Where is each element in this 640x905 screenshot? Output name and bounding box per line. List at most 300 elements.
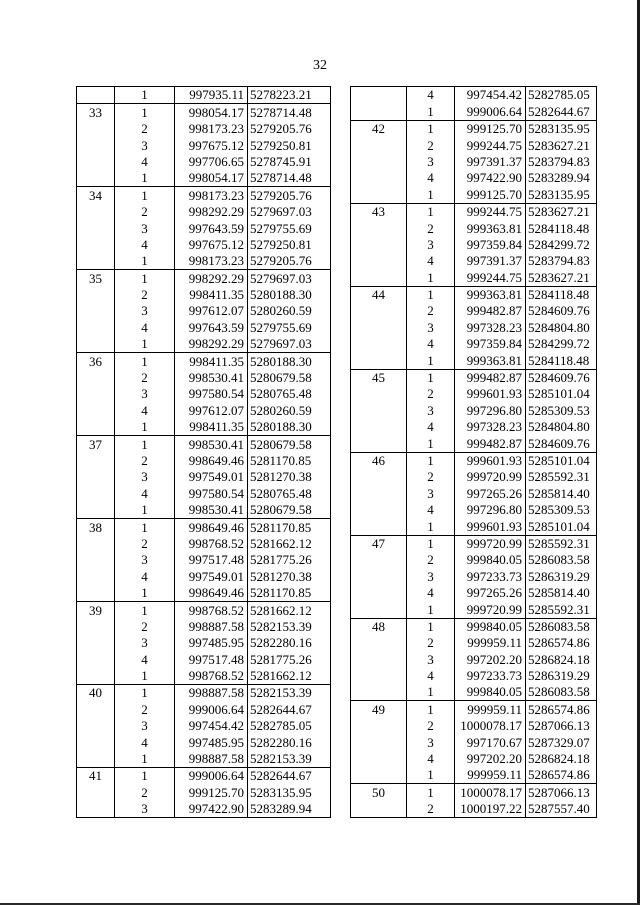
plot-number-cell bbox=[351, 303, 407, 319]
x-coordinate-cell: 999959.11 bbox=[455, 635, 526, 651]
plot-number-cell: 41 bbox=[77, 768, 115, 785]
table-row bbox=[351, 668, 597, 684]
x-coordinate-cell: 999720.99 bbox=[455, 601, 526, 618]
plot-number-cell bbox=[351, 154, 407, 170]
y-coordinate-cell: 5283627.21 bbox=[526, 269, 597, 286]
y-coordinate-cell: 5281662.12 bbox=[248, 602, 331, 619]
plot-number-cell bbox=[77, 154, 115, 170]
plot-number-cell bbox=[77, 568, 115, 584]
plot-number-cell bbox=[77, 419, 115, 436]
plot-number-cell bbox=[351, 684, 407, 701]
point-number-cell: 4 bbox=[407, 170, 455, 186]
table-row bbox=[77, 552, 331, 568]
x-coordinate-cell: 997706.65 bbox=[175, 154, 248, 170]
table-row bbox=[77, 734, 331, 750]
x-coordinate-cell: 999125.70 bbox=[455, 186, 526, 203]
y-coordinate-cell: 5283627.21 bbox=[526, 203, 597, 220]
plot-number-cell bbox=[351, 352, 407, 369]
plot-number-cell bbox=[77, 402, 115, 418]
y-coordinate-cell: 5279250.81 bbox=[248, 237, 331, 253]
point-number-cell: 3 bbox=[115, 303, 175, 319]
table-row bbox=[351, 751, 597, 767]
y-coordinate-cell: 5279205.76 bbox=[248, 121, 331, 137]
x-coordinate-cell: 1000078.17 bbox=[455, 718, 526, 734]
x-coordinate-cell: 999125.70 bbox=[455, 120, 526, 137]
y-coordinate-cell: 5279697.03 bbox=[248, 270, 331, 287]
table-row bbox=[351, 485, 597, 501]
plot-number-cell bbox=[77, 370, 115, 386]
table-row bbox=[351, 87, 597, 104]
x-coordinate-cell: 997517.48 bbox=[175, 651, 248, 667]
point-number-cell: 1 bbox=[115, 585, 175, 602]
plot-number-cell bbox=[77, 87, 115, 104]
table-row bbox=[351, 186, 597, 203]
plot-number-cell bbox=[351, 585, 407, 601]
point-number-cell: 1 bbox=[407, 286, 455, 303]
y-coordinate-cell: 5285101.04 bbox=[526, 518, 597, 535]
plot-number-cell bbox=[351, 568, 407, 584]
y-coordinate-cell: 5279697.03 bbox=[248, 336, 331, 353]
point-number-cell: 3 bbox=[407, 319, 455, 335]
plot-number-cell bbox=[77, 137, 115, 153]
y-coordinate-cell: 5278223.21 bbox=[248, 87, 331, 104]
table-row bbox=[351, 568, 597, 584]
table-row bbox=[351, 386, 597, 402]
y-coordinate-cell: 5287557.40 bbox=[526, 801, 597, 818]
table-row bbox=[351, 253, 597, 269]
y-coordinate-cell: 5281170.85 bbox=[248, 585, 331, 602]
point-number-cell: 4 bbox=[115, 734, 175, 750]
x-coordinate-cell: 997612.07 bbox=[175, 303, 248, 319]
x-coordinate-cell: 997935.11 bbox=[175, 87, 248, 104]
point-number-cell: 2 bbox=[115, 204, 175, 220]
table-row bbox=[351, 419, 597, 435]
x-coordinate-cell: 997485.95 bbox=[175, 734, 248, 750]
y-coordinate-cell: 5278714.48 bbox=[248, 170, 331, 187]
x-coordinate-cell: 998173.23 bbox=[175, 121, 248, 137]
table-row bbox=[351, 535, 597, 552]
table-row bbox=[351, 734, 597, 750]
plot-number-cell bbox=[351, 186, 407, 203]
table-row bbox=[77, 485, 331, 501]
x-coordinate-cell: 999840.05 bbox=[455, 618, 526, 635]
y-coordinate-cell: 5284118.48 bbox=[526, 220, 597, 236]
x-coordinate-cell: 998292.29 bbox=[175, 270, 248, 287]
point-number-cell: 2 bbox=[115, 619, 175, 635]
point-number-cell: 2 bbox=[407, 303, 455, 319]
y-coordinate-cell: 5286083.58 bbox=[526, 684, 597, 701]
point-number-cell: 1 bbox=[115, 419, 175, 436]
x-coordinate-cell: 998768.52 bbox=[175, 668, 248, 685]
table-row bbox=[351, 336, 597, 352]
point-number-cell: 1 bbox=[407, 618, 455, 635]
y-coordinate-cell: 5281270.38 bbox=[248, 568, 331, 584]
table-row bbox=[351, 618, 597, 635]
y-coordinate-cell: 5285814.40 bbox=[526, 485, 597, 501]
y-coordinate-cell: 5286574.86 bbox=[526, 701, 597, 718]
x-coordinate-cell: 997675.12 bbox=[175, 237, 248, 253]
y-coordinate-cell: 5279697.03 bbox=[248, 204, 331, 220]
x-coordinate-cell: 997422.90 bbox=[175, 801, 248, 818]
point-number-cell: 1 bbox=[407, 269, 455, 286]
point-number-cell: 4 bbox=[407, 751, 455, 767]
plot-number-cell bbox=[77, 204, 115, 220]
x-coordinate-cell: 998887.58 bbox=[175, 685, 248, 702]
x-coordinate-cell: 997359.84 bbox=[455, 237, 526, 253]
y-coordinate-cell: 5283135.95 bbox=[248, 784, 331, 800]
table-row bbox=[351, 635, 597, 651]
point-number-cell: 4 bbox=[407, 502, 455, 518]
point-number-cell: 1 bbox=[115, 768, 175, 785]
point-number-cell: 1 bbox=[407, 684, 455, 701]
plot-number-cell bbox=[351, 435, 407, 452]
plot-number-cell bbox=[351, 651, 407, 667]
y-coordinate-cell: 5283135.95 bbox=[526, 120, 597, 137]
x-coordinate-cell: 998649.46 bbox=[175, 453, 248, 469]
y-coordinate-cell: 5282644.67 bbox=[526, 103, 597, 120]
x-coordinate-cell: 999244.75 bbox=[455, 137, 526, 153]
y-coordinate-cell: 5286824.18 bbox=[526, 751, 597, 767]
y-coordinate-cell: 5280260.59 bbox=[248, 303, 331, 319]
y-coordinate-cell: 5282280.16 bbox=[248, 734, 331, 750]
point-number-cell: 2 bbox=[407, 718, 455, 734]
point-number-cell: 4 bbox=[115, 319, 175, 335]
y-coordinate-cell: 5286319.29 bbox=[526, 668, 597, 684]
x-coordinate-cell: 998649.46 bbox=[175, 585, 248, 602]
x-coordinate-cell: 998411.35 bbox=[175, 353, 248, 370]
x-coordinate-cell: 997422.90 bbox=[455, 170, 526, 186]
point-number-cell: 1 bbox=[407, 784, 455, 801]
table-row bbox=[351, 154, 597, 170]
point-number-cell: 3 bbox=[407, 734, 455, 750]
plot-number-cell bbox=[351, 751, 407, 767]
point-number-cell: 2 bbox=[407, 220, 455, 236]
y-coordinate-cell: 5287066.13 bbox=[526, 718, 597, 734]
point-number-cell: 1 bbox=[115, 170, 175, 187]
table-row bbox=[351, 518, 597, 535]
plot-number-cell: 35 bbox=[77, 270, 115, 287]
plot-number-cell bbox=[351, 668, 407, 684]
y-coordinate-cell: 5282280.16 bbox=[248, 635, 331, 651]
point-number-cell: 2 bbox=[115, 784, 175, 800]
point-number-cell: 1 bbox=[407, 701, 455, 718]
table-row bbox=[77, 784, 331, 800]
plot-number-cell bbox=[77, 253, 115, 270]
point-number-cell: 2 bbox=[115, 453, 175, 469]
y-coordinate-cell: 5286574.86 bbox=[526, 635, 597, 651]
point-number-cell: 4 bbox=[115, 568, 175, 584]
plot-number-cell bbox=[77, 220, 115, 236]
point-number-cell: 3 bbox=[115, 635, 175, 651]
y-coordinate-cell: 5285101.04 bbox=[526, 386, 597, 402]
point-number-cell: 2 bbox=[115, 701, 175, 717]
point-number-cell: 2 bbox=[115, 536, 175, 552]
point-number-cell: 1 bbox=[407, 186, 455, 203]
y-coordinate-cell: 5279755.69 bbox=[248, 220, 331, 236]
y-coordinate-cell: 5286319.29 bbox=[526, 568, 597, 584]
x-coordinate-cell: 997391.37 bbox=[455, 253, 526, 269]
y-coordinate-cell: 5279205.76 bbox=[248, 253, 331, 270]
plot-number-cell bbox=[351, 601, 407, 618]
x-coordinate-cell: 999125.70 bbox=[175, 784, 248, 800]
table-row bbox=[77, 287, 331, 303]
table-row bbox=[77, 87, 331, 104]
y-coordinate-cell: 5283794.83 bbox=[526, 253, 597, 269]
table-row bbox=[351, 784, 597, 801]
point-number-cell: 2 bbox=[407, 469, 455, 485]
x-coordinate-cell: 998887.58 bbox=[175, 619, 248, 635]
point-number-cell: 3 bbox=[115, 718, 175, 734]
x-coordinate-cell: 997233.73 bbox=[455, 568, 526, 584]
plot-number-cell bbox=[351, 801, 407, 818]
table-row bbox=[351, 718, 597, 734]
x-coordinate-cell: 999482.87 bbox=[455, 435, 526, 452]
y-coordinate-cell: 5284804.80 bbox=[526, 319, 597, 335]
point-number-cell: 1 bbox=[115, 436, 175, 453]
y-coordinate-cell: 5279250.81 bbox=[248, 137, 331, 153]
plot-number-cell bbox=[77, 718, 115, 734]
x-coordinate-cell: 997328.23 bbox=[455, 319, 526, 335]
x-coordinate-cell: 997359.84 bbox=[455, 336, 526, 352]
plot-number-cell bbox=[351, 253, 407, 269]
table-row bbox=[351, 237, 597, 253]
y-coordinate-cell: 5278745.91 bbox=[248, 154, 331, 170]
plot-number-cell bbox=[77, 303, 115, 319]
point-number-cell: 3 bbox=[115, 386, 175, 402]
table-row bbox=[351, 220, 597, 236]
plot-number-cell bbox=[351, 734, 407, 750]
point-number-cell: 2 bbox=[407, 386, 455, 402]
point-number-cell: 2 bbox=[115, 287, 175, 303]
table-row bbox=[77, 585, 331, 602]
y-coordinate-cell: 5284118.48 bbox=[526, 352, 597, 369]
y-coordinate-cell: 5281662.12 bbox=[248, 668, 331, 685]
x-coordinate-cell: 999959.11 bbox=[455, 767, 526, 784]
y-coordinate-cell: 5286824.18 bbox=[526, 651, 597, 667]
y-coordinate-cell: 5284609.76 bbox=[526, 435, 597, 452]
plot-number-cell bbox=[77, 287, 115, 303]
plot-number-cell bbox=[351, 87, 407, 104]
point-number-cell: 1 bbox=[115, 602, 175, 619]
table-row bbox=[77, 701, 331, 717]
point-number-cell: 3 bbox=[407, 237, 455, 253]
y-coordinate-cell: 5280679.58 bbox=[248, 502, 331, 519]
plot-number-cell: 36 bbox=[77, 353, 115, 370]
table-row bbox=[351, 170, 597, 186]
y-coordinate-cell: 5285592.31 bbox=[526, 469, 597, 485]
point-number-cell: 3 bbox=[407, 651, 455, 667]
plot-number-cell bbox=[77, 453, 115, 469]
x-coordinate-cell: 999006.64 bbox=[455, 103, 526, 120]
point-number-cell: 1 bbox=[115, 502, 175, 519]
y-coordinate-cell: 5282153.39 bbox=[248, 619, 331, 635]
x-coordinate-cell: 998530.41 bbox=[175, 502, 248, 519]
x-coordinate-cell: 997265.26 bbox=[455, 485, 526, 501]
x-coordinate-cell: 998054.17 bbox=[175, 104, 248, 121]
table-row bbox=[351, 502, 597, 518]
y-coordinate-cell: 5282644.67 bbox=[248, 768, 331, 785]
point-number-cell: 1 bbox=[115, 685, 175, 702]
x-coordinate-cell: 998173.23 bbox=[175, 253, 248, 270]
x-coordinate-cell: 999601.93 bbox=[455, 518, 526, 535]
point-number-cell: 4 bbox=[115, 485, 175, 501]
y-coordinate-cell: 5285309.53 bbox=[526, 502, 597, 518]
plot-number-cell: 37 bbox=[77, 436, 115, 453]
plot-number-cell bbox=[77, 651, 115, 667]
table-row bbox=[77, 154, 331, 170]
point-number-cell: 3 bbox=[115, 801, 175, 818]
table-row bbox=[77, 187, 331, 204]
x-coordinate-cell: 997485.95 bbox=[175, 635, 248, 651]
y-coordinate-cell: 5278714.48 bbox=[248, 104, 331, 121]
point-number-cell: 1 bbox=[115, 270, 175, 287]
y-coordinate-cell: 5284609.76 bbox=[526, 303, 597, 319]
point-number-cell: 1 bbox=[115, 104, 175, 121]
point-number-cell: 1 bbox=[115, 519, 175, 536]
table-row bbox=[351, 203, 597, 220]
table-row bbox=[351, 701, 597, 718]
x-coordinate-cell: 998768.52 bbox=[175, 602, 248, 619]
y-coordinate-cell: 5283627.21 bbox=[526, 137, 597, 153]
x-coordinate-cell: 997612.07 bbox=[175, 402, 248, 418]
x-coordinate-cell: 999720.99 bbox=[455, 535, 526, 552]
table-row bbox=[77, 651, 331, 667]
point-number-cell: 1 bbox=[407, 103, 455, 120]
y-coordinate-cell: 5281170.85 bbox=[248, 519, 331, 536]
y-coordinate-cell: 5283794.83 bbox=[526, 154, 597, 170]
table-row bbox=[351, 585, 597, 601]
plot-number-cell bbox=[77, 668, 115, 685]
plot-number-cell: 50 bbox=[351, 784, 407, 801]
y-coordinate-cell: 5285309.53 bbox=[526, 402, 597, 418]
table-row bbox=[351, 303, 597, 319]
plot-number-cell: 33 bbox=[77, 104, 115, 121]
plot-number-cell bbox=[351, 767, 407, 784]
y-coordinate-cell: 5286574.86 bbox=[526, 767, 597, 784]
point-number-cell: 1 bbox=[115, 187, 175, 204]
y-coordinate-cell: 5286083.58 bbox=[526, 552, 597, 568]
x-coordinate-cell: 997580.54 bbox=[175, 485, 248, 501]
plot-number-cell bbox=[77, 784, 115, 800]
x-coordinate-cell: 998649.46 bbox=[175, 519, 248, 536]
x-coordinate-cell: 997296.80 bbox=[455, 502, 526, 518]
table-row bbox=[351, 435, 597, 452]
y-coordinate-cell: 5284299.72 bbox=[526, 336, 597, 352]
x-coordinate-cell: 999959.11 bbox=[455, 701, 526, 718]
plot-number-cell bbox=[351, 518, 407, 535]
point-number-cell: 3 bbox=[115, 137, 175, 153]
x-coordinate-cell: 997580.54 bbox=[175, 386, 248, 402]
point-number-cell: 1 bbox=[115, 353, 175, 370]
plot-number-cell bbox=[77, 121, 115, 137]
x-coordinate-cell: 997643.59 bbox=[175, 319, 248, 335]
point-number-cell: 2 bbox=[115, 121, 175, 137]
y-coordinate-cell: 5285592.31 bbox=[526, 535, 597, 552]
x-coordinate-cell: 997170.67 bbox=[455, 734, 526, 750]
table-row bbox=[351, 469, 597, 485]
y-coordinate-cell: 5283289.94 bbox=[248, 801, 331, 818]
point-number-cell: 1 bbox=[407, 518, 455, 535]
table-row bbox=[77, 353, 331, 370]
table-row bbox=[77, 619, 331, 635]
plot-number-cell bbox=[351, 103, 407, 120]
table-row bbox=[351, 286, 597, 303]
table-row bbox=[77, 402, 331, 418]
y-coordinate-cell: 5279205.76 bbox=[248, 187, 331, 204]
x-coordinate-cell: 997202.20 bbox=[455, 751, 526, 767]
y-coordinate-cell: 5284609.76 bbox=[526, 369, 597, 386]
x-coordinate-cell: 998173.23 bbox=[175, 187, 248, 204]
table-row bbox=[77, 237, 331, 253]
table-row bbox=[77, 220, 331, 236]
plot-number-cell bbox=[77, 734, 115, 750]
point-number-cell: 2 bbox=[115, 370, 175, 386]
table-row bbox=[77, 170, 331, 187]
plot-number-cell: 45 bbox=[351, 369, 407, 386]
table-row bbox=[77, 718, 331, 734]
x-coordinate-cell: 997454.42 bbox=[175, 718, 248, 734]
table-row bbox=[77, 801, 331, 818]
y-coordinate-cell: 5284804.80 bbox=[526, 419, 597, 435]
plot-number-cell: 47 bbox=[351, 535, 407, 552]
table-row bbox=[77, 602, 331, 619]
point-number-cell: 3 bbox=[407, 402, 455, 418]
x-coordinate-cell: 999482.87 bbox=[455, 369, 526, 386]
table-row bbox=[351, 552, 597, 568]
x-coordinate-cell: 999601.93 bbox=[455, 452, 526, 469]
plot-number-cell bbox=[77, 635, 115, 651]
point-number-cell: 4 bbox=[407, 87, 455, 104]
table-row bbox=[351, 137, 597, 153]
point-number-cell: 1 bbox=[407, 120, 455, 137]
point-number-cell: 1 bbox=[407, 435, 455, 452]
point-number-cell: 3 bbox=[407, 154, 455, 170]
x-coordinate-cell: 999363.81 bbox=[455, 286, 526, 303]
plot-number-cell bbox=[77, 386, 115, 402]
plot-number-cell bbox=[351, 635, 407, 651]
plot-number-cell bbox=[351, 718, 407, 734]
y-coordinate-cell: 5285592.31 bbox=[526, 601, 597, 618]
point-number-cell: 1 bbox=[407, 601, 455, 618]
x-coordinate-cell: 999006.64 bbox=[175, 701, 248, 717]
y-coordinate-cell: 5282153.39 bbox=[248, 685, 331, 702]
point-number-cell: 2 bbox=[407, 801, 455, 818]
table-row bbox=[77, 685, 331, 702]
x-coordinate-cell: 997454.42 bbox=[455, 87, 526, 104]
y-coordinate-cell: 5279755.69 bbox=[248, 319, 331, 335]
x-coordinate-cell: 998292.29 bbox=[175, 204, 248, 220]
table-row bbox=[351, 767, 597, 784]
point-number-cell: 4 bbox=[115, 651, 175, 667]
x-coordinate-cell: 1000197.22 bbox=[455, 801, 526, 818]
point-number-cell: 1 bbox=[407, 452, 455, 469]
table-row bbox=[351, 801, 597, 818]
plot-number-cell: 39 bbox=[77, 602, 115, 619]
plot-number-cell: 34 bbox=[77, 187, 115, 204]
plot-number-cell bbox=[351, 137, 407, 153]
point-number-cell: 1 bbox=[115, 253, 175, 270]
x-coordinate-cell: 998530.41 bbox=[175, 436, 248, 453]
x-coordinate-cell: 998411.35 bbox=[175, 419, 248, 436]
y-coordinate-cell: 5287329.07 bbox=[526, 734, 597, 750]
point-number-cell: 2 bbox=[407, 635, 455, 651]
table-row bbox=[351, 369, 597, 386]
table-row bbox=[77, 303, 331, 319]
y-coordinate-cell: 5282153.39 bbox=[248, 751, 331, 768]
point-number-cell: 1 bbox=[407, 535, 455, 552]
plot-number-cell bbox=[77, 336, 115, 353]
point-number-cell: 1 bbox=[115, 751, 175, 768]
